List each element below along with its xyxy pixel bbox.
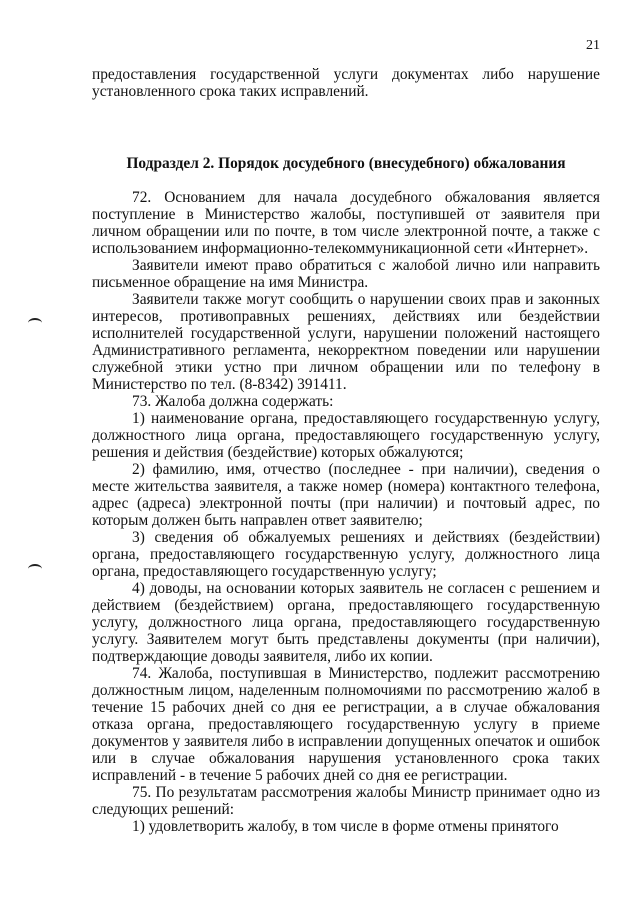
margin-tick-mark — [28, 564, 42, 574]
paragraph-report-violations: Заявители также могут сообщить о нарушении своих прав и законных интересов, противоправных решениях, действиях или бездействии исполнителей государственной услуги, нарушении положений настоящего Административного регламента, некорректном поведении или нарушении служебной этики устно при личном обращении или по телефону в Министерство по тел. (8-8342) 391411. — [92, 291, 600, 393]
list-item-73-4: 4) доводы, на основании которых заявитель не согласен с решением и действием (бездействием) органа, предоставляющего государственную услугу, должностного лица органа, предоставляющего государственную услугу. Заявителем могут быть представлены документы (при наличии), подтверждающие доводы заявителя, либо их копии. — [92, 580, 600, 665]
paragraph-73: 73. Жалоба должна содержать: — [132, 393, 334, 410]
paragraph-75: 75. По результатам рассмотрения жалобы Министр принимает одно из следующих решений: — [92, 784, 600, 818]
margin-tick-mark — [28, 318, 42, 328]
paragraph-74: 74. Жалоба, поступившая в Министерство, подлежит рассмотрению должностным лицом, наделенным полномочиями по рассмотрению жалоб в течение 15 рабочих дней со дня ее регистрации, а в случае обжалования отказа органа, предоставляющего государственную услугу в приеме документов у заявителя либо в исправлении допущенных опечаток и ошибок или в случае обжалования нарушения установленного срока таких исправлений - в течение 5 рабочих дней со дня ее регистрации. — [92, 665, 600, 784]
paragraph-right-to-complain: Заявители имеют право обратиться с жалобой лично или направить письменное обращение на имя Министра. — [92, 257, 600, 291]
section-heading: Подраздел 2. Порядок досудебного (внесудебного) обжалования — [126, 155, 566, 172]
list-item-73-1: 1) наименование органа, предоставляющего государственную услугу, должностного лица органа, предоставляющего государственную услугу, решения и действия (бездействие) которых обжалуются; — [92, 410, 600, 461]
page-number: 21 — [586, 38, 600, 53]
list-item-75-1: 1) удовлетворить жалобу, в том числе в форме отмены принятого — [132, 818, 559, 835]
paragraph-72: 72. Основанием для начала досудебного обжалования является поступление в Министерство жалобы, поступившей от заявителя при личном обращении или по почте, в том числе электронной почте, а также с использованием информационно-телекоммуникационной сети «Интернет». — [92, 189, 600, 257]
intro-paragraph: предоставления государственной услуги документах либо нарушение установленного срока таких исправлений. — [92, 66, 600, 100]
list-item-73-2: 2) фамилию, имя, отчество (последнее - при наличии), сведения о месте жительства заявителя, а также номер (номера) контактного телефона, адрес (адреса) электронной почты (при наличии) и почтовый адрес, по которым должен быть направлен ответ заявителю; — [92, 461, 600, 529]
document-body — [92, 66, 600, 835]
list-item-73-3: 3) сведения об обжалуемых решениях и действиях (бездействии) органа, предоставляющего государственную услугу, должностного лица органа, предоставляющего государственную услугу; — [92, 529, 600, 580]
